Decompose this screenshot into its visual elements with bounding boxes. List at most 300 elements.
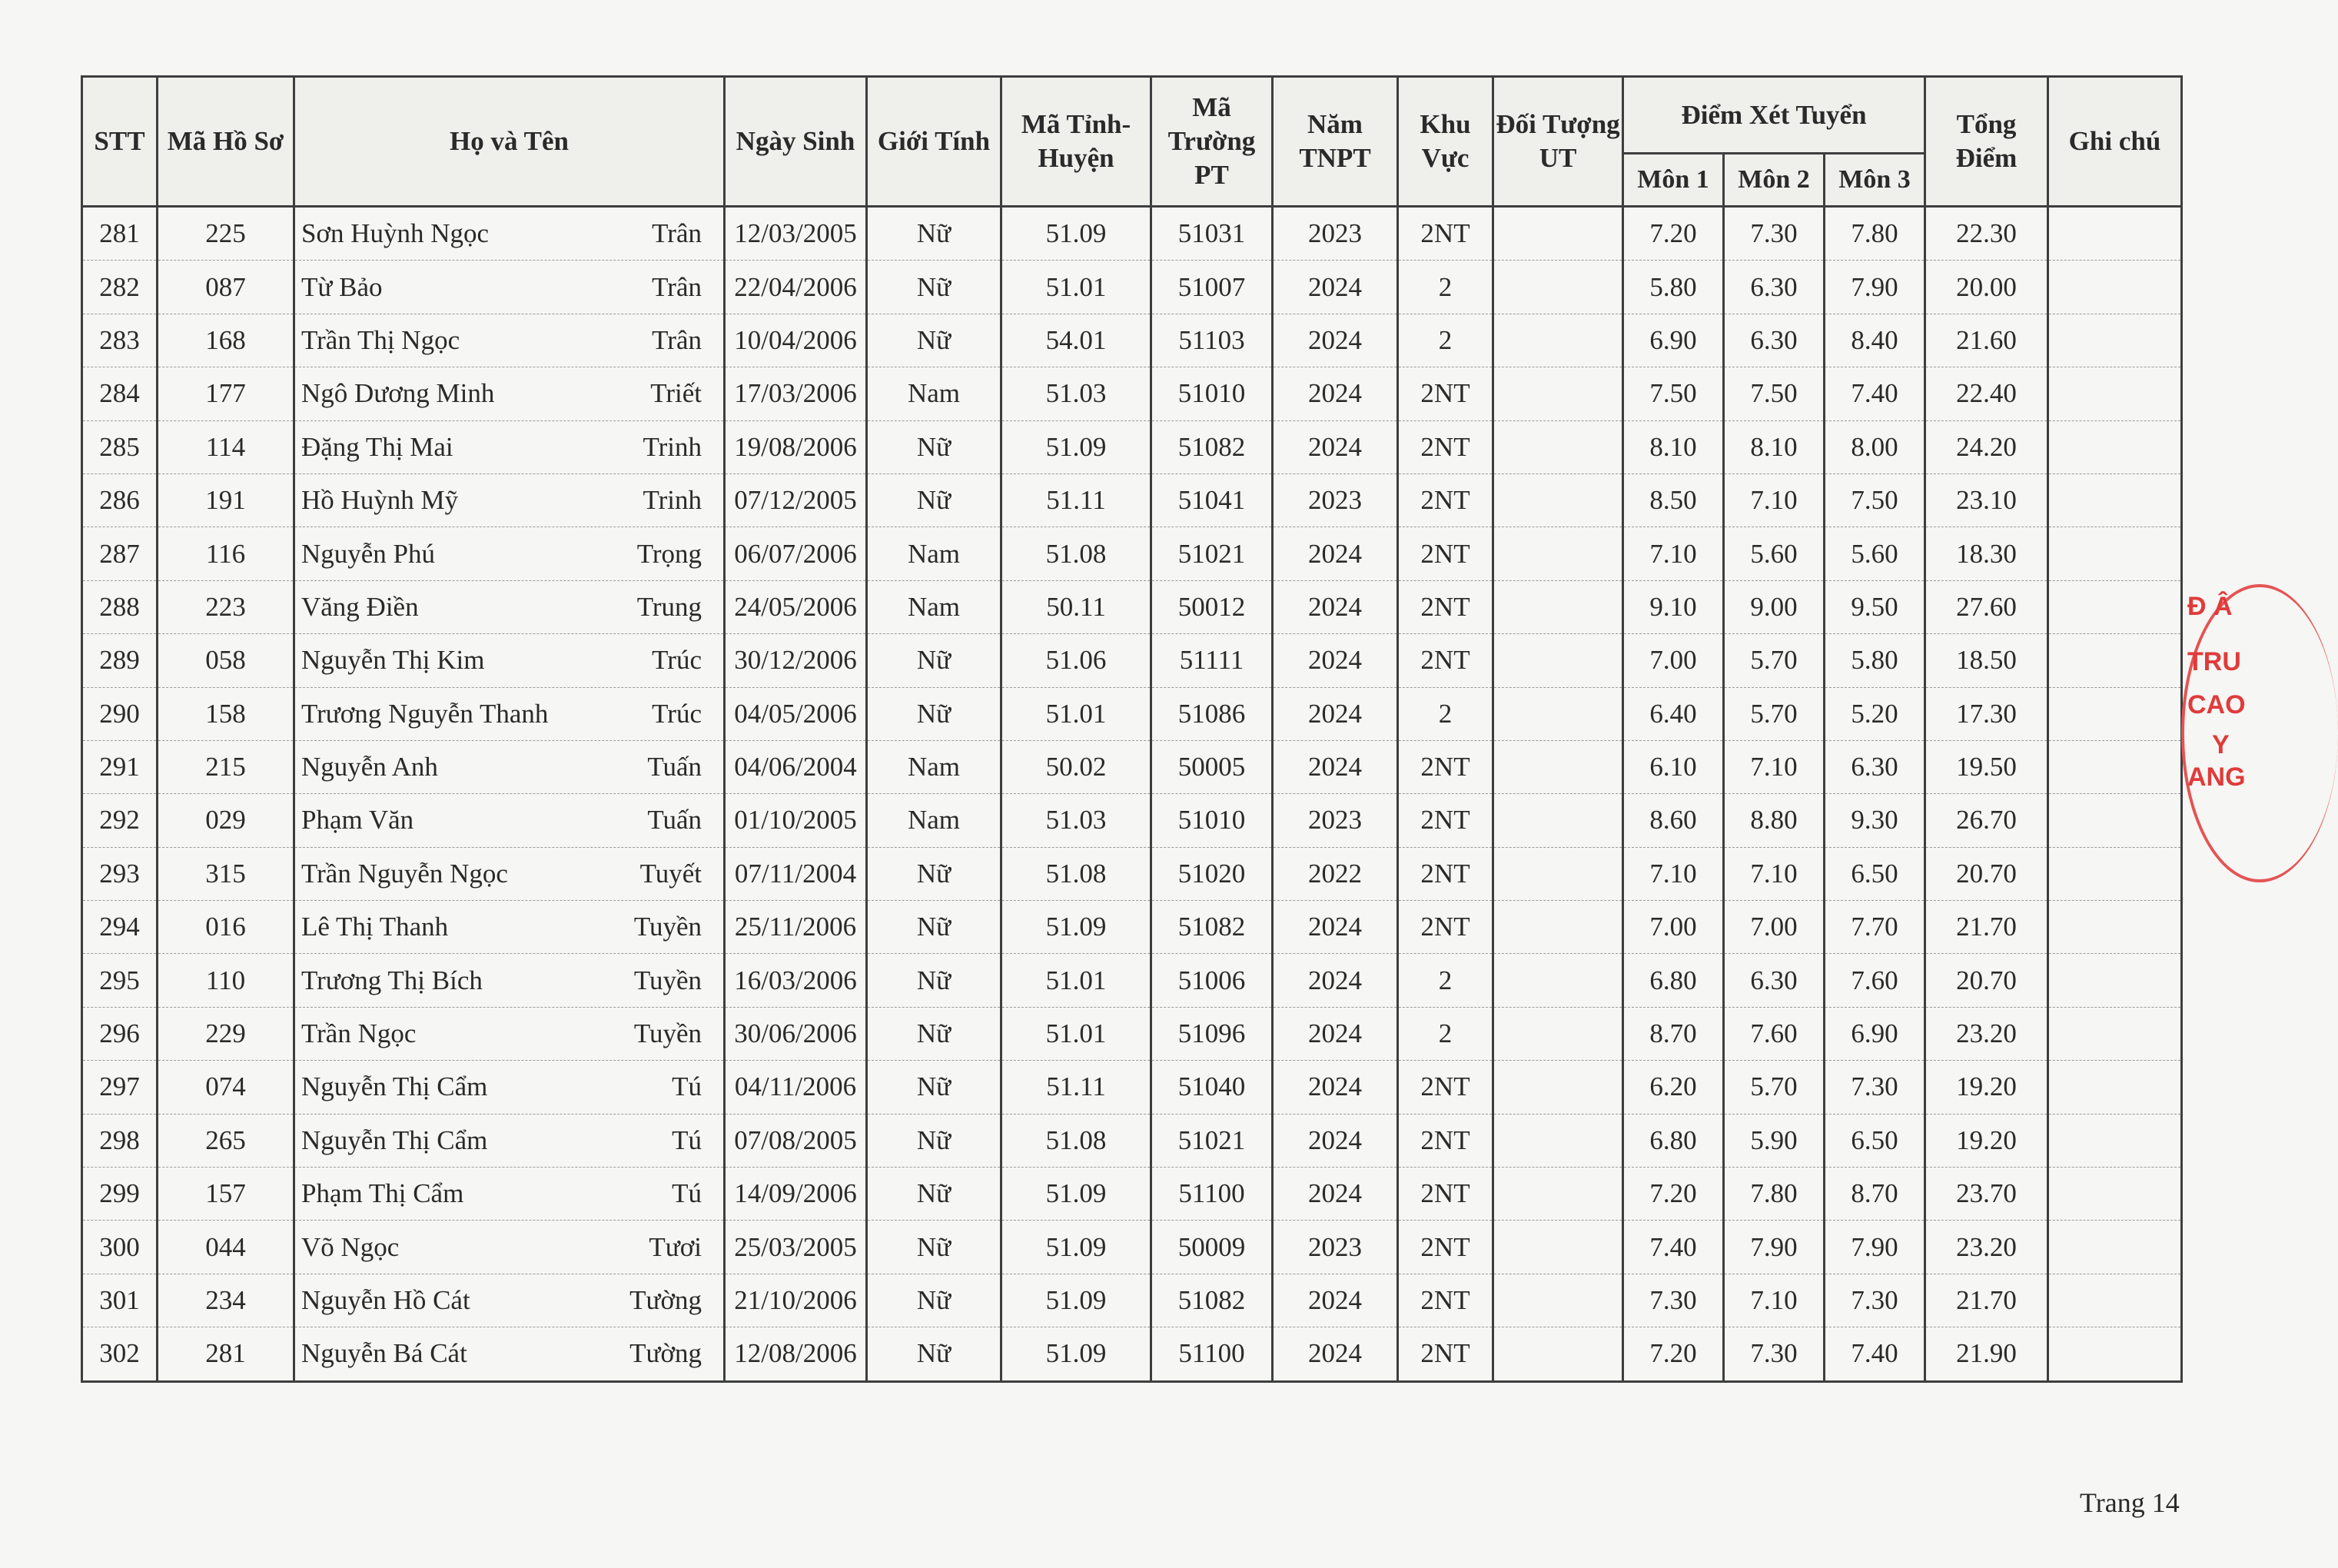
cell-nam-tnpt: 2023	[1273, 473, 1398, 527]
cell-mon-1: 7.10	[1623, 527, 1724, 580]
cell-ngay-sinh: 22/04/2006	[725, 261, 867, 314]
admission-list-sheet	[81, 75, 2180, 1383]
seal-text-5: ANG	[2187, 762, 2246, 792]
cell-ngay-sinh: 07/11/2004	[725, 847, 867, 900]
cell-stt: 285	[82, 420, 158, 473]
cell-ngay-sinh: 10/04/2006	[725, 314, 867, 367]
table-row	[82, 794, 2182, 847]
cell-ma-truong-pt: 51021	[1151, 1114, 1273, 1167]
cell-stt: 302	[82, 1327, 158, 1381]
cell-nam-tnpt: 2023	[1273, 1221, 1398, 1274]
given-name: Trinh	[643, 431, 702, 462]
cell-ghi-chu	[2048, 1007, 2182, 1060]
header-khu-vuc: Khu Vực	[1398, 77, 1493, 207]
table-row	[82, 634, 2182, 687]
cell-ma-tinh-huyen: 51.09	[1001, 1221, 1151, 1274]
family-middle-name: Văng Điền	[301, 591, 419, 622]
cell-doi-tuong-ut	[1493, 740, 1623, 793]
cell-nam-tnpt: 2023	[1273, 794, 1398, 847]
cell-ngay-sinh: 07/08/2005	[725, 1114, 867, 1167]
cell-mon-3: 7.40	[1825, 367, 1925, 420]
cell-ma-ho-so: 044	[158, 1221, 294, 1274]
header-ma-truong-pt: Mã Trường PT	[1151, 77, 1273, 207]
table-body	[82, 207, 2182, 1382]
given-name: Trân	[652, 218, 702, 249]
cell-ho-va-ten	[294, 261, 725, 314]
cell-mon-2: 7.00	[1724, 901, 1825, 954]
seal-text-2: TRU	[2187, 647, 2241, 676]
cell-ngay-sinh: 04/05/2006	[725, 687, 867, 740]
cell-mon-1: 6.90	[1623, 314, 1724, 367]
header-tong-diem: Tổng Điểm	[1925, 77, 2048, 207]
family-middle-name: Trần Ngọc	[301, 1018, 417, 1049]
cell-tong-diem: 21.70	[1925, 1274, 2048, 1327]
cell-mon-2: 5.90	[1724, 1114, 1825, 1167]
cell-gioi-tinh: Nữ	[867, 847, 1001, 900]
cell-mon-3: 7.80	[1825, 207, 1925, 261]
cell-doi-tuong-ut	[1493, 367, 1623, 420]
cell-ghi-chu	[2048, 901, 2182, 954]
cell-tong-diem: 23.70	[1925, 1168, 2048, 1221]
table-row	[82, 1221, 2182, 1274]
cell-ngay-sinh: 25/11/2006	[725, 901, 867, 954]
cell-nam-tnpt: 2024	[1273, 1327, 1398, 1381]
cell-ghi-chu	[2048, 367, 2182, 420]
cell-stt: 292	[82, 794, 158, 847]
cell-gioi-tinh: Nữ	[867, 261, 1001, 314]
cell-ma-tinh-huyen: 51.08	[1001, 527, 1151, 580]
cell-mon-3: 6.50	[1825, 1114, 1925, 1167]
cell-ngay-sinh: 14/09/2006	[725, 1168, 867, 1221]
cell-tong-diem: 27.60	[1925, 580, 2048, 633]
cell-stt: 291	[82, 740, 158, 793]
cell-mon-1: 8.70	[1623, 1007, 1724, 1060]
cell-mon-3: 6.90	[1825, 1007, 1925, 1060]
cell-khu-vuc: 2NT	[1398, 1061, 1493, 1114]
cell-stt: 282	[82, 261, 158, 314]
cell-mon-1: 6.80	[1623, 954, 1724, 1007]
header-mon-1: Môn 1	[1623, 154, 1724, 207]
cell-doi-tuong-ut	[1493, 420, 1623, 473]
cell-mon-1: 8.50	[1623, 473, 1724, 527]
cell-nam-tnpt: 2024	[1273, 1061, 1398, 1114]
cell-gioi-tinh: Nữ	[867, 207, 1001, 261]
cell-ma-tinh-huyen: 51.09	[1001, 901, 1151, 954]
table-row	[82, 527, 2182, 580]
given-name: Tú	[672, 1125, 702, 1155]
cell-mon-3: 5.20	[1825, 687, 1925, 740]
cell-ho-va-ten	[294, 847, 725, 900]
header-ma-ho-so: Mã Hồ Sơ	[158, 77, 294, 207]
header-ghi-chu: Ghi chú	[2048, 77, 2182, 207]
cell-ho-va-ten	[294, 634, 725, 687]
cell-gioi-tinh: Nữ	[867, 901, 1001, 954]
cell-ma-truong-pt: 51082	[1151, 901, 1273, 954]
cell-mon-3: 6.30	[1825, 740, 1925, 793]
cell-stt: 295	[82, 954, 158, 1007]
cell-mon-1: 6.10	[1623, 740, 1724, 793]
cell-ma-ho-so: 116	[158, 527, 294, 580]
cell-khu-vuc: 2NT	[1398, 1221, 1493, 1274]
cell-tong-diem: 23.10	[1925, 473, 2048, 527]
table-row	[82, 420, 2182, 473]
cell-ma-ho-so: 029	[158, 794, 294, 847]
cell-gioi-tinh: Nữ	[867, 1327, 1001, 1381]
family-middle-name: Nguyễn Phú	[301, 538, 436, 569]
cell-ma-truong-pt: 51041	[1151, 473, 1273, 527]
cell-ma-truong-pt: 51010	[1151, 367, 1273, 420]
cell-ma-truong-pt: 51010	[1151, 794, 1273, 847]
cell-ma-ho-so: 016	[158, 901, 294, 954]
cell-mon-2: 5.70	[1724, 687, 1825, 740]
cell-mon-2: 8.10	[1724, 420, 1825, 473]
cell-gioi-tinh: Nữ	[867, 420, 1001, 473]
cell-ngay-sinh: 25/03/2005	[725, 1221, 867, 1274]
cell-stt: 298	[82, 1114, 158, 1167]
cell-ma-tinh-huyen: 51.09	[1001, 1168, 1151, 1221]
cell-gioi-tinh: Nữ	[867, 954, 1001, 1007]
cell-mon-2: 7.90	[1724, 1221, 1825, 1274]
cell-nam-tnpt: 2024	[1273, 1114, 1398, 1167]
family-middle-name: Trương Thị Bích	[301, 965, 483, 995]
cell-ghi-chu	[2048, 954, 2182, 1007]
cell-ma-ho-so: 110	[158, 954, 294, 1007]
cell-nam-tnpt: 2024	[1273, 1274, 1398, 1327]
seal-ring	[2181, 584, 2338, 882]
cell-mon-1: 6.40	[1623, 687, 1724, 740]
cell-mon-1: 6.20	[1623, 1061, 1724, 1114]
given-name: Tú	[672, 1071, 702, 1102]
header-ma-tinh-huyen: Mã Tỉnh-Huyện	[1001, 77, 1151, 207]
cell-ma-ho-so: 265	[158, 1114, 294, 1167]
cell-khu-vuc: 2NT	[1398, 580, 1493, 633]
table-row	[82, 207, 2182, 261]
cell-gioi-tinh: Nữ	[867, 1114, 1001, 1167]
cell-mon-3: 9.50	[1825, 580, 1925, 633]
family-middle-name: Trần Nguyễn Ngọc	[301, 858, 508, 889]
cell-doi-tuong-ut	[1493, 1114, 1623, 1167]
header-doi-tuong-ut: Đối Tượng UT	[1493, 77, 1623, 207]
cell-doi-tuong-ut	[1493, 1061, 1623, 1114]
cell-doi-tuong-ut	[1493, 794, 1623, 847]
cell-stt: 283	[82, 314, 158, 367]
cell-ma-tinh-huyen: 51.01	[1001, 1007, 1151, 1060]
cell-gioi-tinh: Nữ	[867, 1274, 1001, 1327]
cell-tong-diem: 20.70	[1925, 847, 2048, 900]
cell-tong-diem: 21.70	[1925, 901, 2048, 954]
family-middle-name: Nguyễn Bá Cát	[301, 1338, 467, 1369]
given-name: Trân	[652, 271, 702, 302]
cell-mon-3: 7.90	[1825, 261, 1925, 314]
cell-ma-tinh-huyen: 54.01	[1001, 314, 1151, 367]
cell-tong-diem: 21.90	[1925, 1327, 2048, 1381]
cell-gioi-tinh: Nam	[867, 527, 1001, 580]
cell-ghi-chu	[2048, 1221, 2182, 1274]
seal-text-1: Đ Â	[2187, 592, 2233, 621]
cell-nam-tnpt: 2024	[1273, 687, 1398, 740]
cell-ngay-sinh: 06/07/2006	[725, 527, 867, 580]
given-name: Triết	[650, 378, 702, 409]
cell-stt: 299	[82, 1168, 158, 1221]
cell-mon-1: 7.50	[1623, 367, 1724, 420]
cell-tong-diem: 19.50	[1925, 740, 2048, 793]
cell-ngay-sinh: 24/05/2006	[725, 580, 867, 633]
cell-ghi-chu	[2048, 634, 2182, 687]
cell-ma-ho-so: 157	[158, 1168, 294, 1221]
cell-mon-1: 7.20	[1623, 207, 1724, 261]
cell-stt: 294	[82, 901, 158, 954]
cell-tong-diem: 18.50	[1925, 634, 2048, 687]
family-middle-name: Nguyễn Thị Cẩm	[301, 1125, 488, 1155]
cell-tong-diem: 20.00	[1925, 261, 2048, 314]
cell-ghi-chu	[2048, 847, 2182, 900]
cell-mon-3: 7.70	[1825, 901, 1925, 954]
cell-doi-tuong-ut	[1493, 1007, 1623, 1060]
cell-khu-vuc: 2NT	[1398, 634, 1493, 687]
seal-text-4: Y	[2212, 730, 2230, 759]
cell-khu-vuc: 2NT	[1398, 740, 1493, 793]
cell-mon-1: 7.40	[1623, 1221, 1724, 1274]
cell-gioi-tinh: Nữ	[867, 634, 1001, 687]
cell-ho-va-ten	[294, 1274, 725, 1327]
cell-ma-ho-so: 281	[158, 1327, 294, 1381]
cell-ma-truong-pt: 51006	[1151, 954, 1273, 1007]
cell-ghi-chu	[2048, 1061, 2182, 1114]
family-middle-name: Từ Bảo	[301, 271, 383, 302]
given-name: Trung	[636, 591, 702, 622]
cell-ma-truong-pt: 51031	[1151, 207, 1273, 261]
given-name: Trọng	[636, 538, 702, 569]
cell-ho-va-ten	[294, 367, 725, 420]
cell-mon-3: 9.30	[1825, 794, 1925, 847]
cell-stt: 289	[82, 634, 158, 687]
cell-ghi-chu	[2048, 740, 2182, 793]
cell-ma-ho-so: 229	[158, 1007, 294, 1060]
cell-mon-3: 8.00	[1825, 420, 1925, 473]
cell-ho-va-ten	[294, 740, 725, 793]
table-row	[82, 847, 2182, 900]
cell-mon-3: 6.50	[1825, 847, 1925, 900]
cell-khu-vuc: 2NT	[1398, 794, 1493, 847]
cell-ma-tinh-huyen: 51.11	[1001, 1061, 1151, 1114]
family-middle-name: Nguyễn Thị Cẩm	[301, 1071, 488, 1102]
cell-khu-vuc: 2	[1398, 261, 1493, 314]
cell-mon-1: 7.00	[1623, 634, 1724, 687]
cell-ma-truong-pt: 51040	[1151, 1061, 1273, 1114]
table-row	[82, 367, 2182, 420]
cell-ma-truong-pt: 51100	[1151, 1327, 1273, 1381]
cell-doi-tuong-ut	[1493, 261, 1623, 314]
seal-text-3: CAO	[2187, 690, 2246, 719]
cell-gioi-tinh: Nữ	[867, 1168, 1001, 1221]
cell-ma-truong-pt: 51111	[1151, 634, 1273, 687]
family-middle-name: Lê Thị Thanh	[301, 912, 449, 942]
family-middle-name: Ngô Dương Minh	[301, 378, 495, 409]
cell-ma-truong-pt: 51007	[1151, 261, 1273, 314]
cell-doi-tuong-ut	[1493, 1327, 1623, 1381]
given-name: Tú	[672, 1178, 702, 1209]
cell-ngay-sinh: 30/12/2006	[725, 634, 867, 687]
cell-mon-1: 5.80	[1623, 261, 1724, 314]
given-name: Trúc	[652, 645, 702, 676]
cell-ho-va-ten	[294, 794, 725, 847]
family-middle-name: Phạm Văn	[301, 805, 414, 835]
table-row	[82, 901, 2182, 954]
cell-stt: 287	[82, 527, 158, 580]
cell-khu-vuc: 2NT	[1398, 420, 1493, 473]
cell-doi-tuong-ut	[1493, 687, 1623, 740]
cell-khu-vuc: 2NT	[1398, 1114, 1493, 1167]
cell-nam-tnpt: 2024	[1273, 901, 1398, 954]
cell-ho-va-ten	[294, 314, 725, 367]
cell-khu-vuc: 2	[1398, 314, 1493, 367]
cell-mon-2: 5.70	[1724, 1061, 1825, 1114]
given-name: Tươi	[649, 1231, 702, 1262]
cell-gioi-tinh: Nam	[867, 740, 1001, 793]
cell-nam-tnpt: 2024	[1273, 420, 1398, 473]
cell-doi-tuong-ut	[1493, 847, 1623, 900]
table-row	[82, 687, 2182, 740]
table-header	[82, 77, 2182, 207]
cell-ma-tinh-huyen: 51.09	[1001, 1327, 1151, 1381]
cell-nam-tnpt: 2024	[1273, 634, 1398, 687]
cell-mon-3: 8.70	[1825, 1168, 1925, 1221]
cell-ho-va-ten	[294, 1221, 725, 1274]
cell-mon-2: 7.30	[1724, 1327, 1825, 1381]
cell-nam-tnpt: 2024	[1273, 367, 1398, 420]
cell-mon-3: 7.30	[1825, 1274, 1925, 1327]
cell-khu-vuc: 2	[1398, 1007, 1493, 1060]
cell-doi-tuong-ut	[1493, 954, 1623, 1007]
cell-tong-diem: 21.60	[1925, 314, 2048, 367]
cell-tong-diem: 18.30	[1925, 527, 2048, 580]
cell-mon-2: 9.00	[1724, 580, 1825, 633]
cell-mon-1: 7.10	[1623, 847, 1724, 900]
family-middle-name: Võ Ngọc	[301, 1231, 400, 1262]
table-row	[82, 1007, 2182, 1060]
cell-doi-tuong-ut	[1493, 473, 1623, 527]
given-name: Tuyền	[633, 1018, 702, 1049]
cell-ho-va-ten	[294, 473, 725, 527]
cell-ma-truong-pt: 51021	[1151, 527, 1273, 580]
cell-mon-3: 7.90	[1825, 1221, 1925, 1274]
cell-gioi-tinh: Nữ	[867, 1221, 1001, 1274]
cell-ngay-sinh: 17/03/2006	[725, 367, 867, 420]
cell-ma-tinh-huyen: 51.01	[1001, 261, 1151, 314]
cell-doi-tuong-ut	[1493, 527, 1623, 580]
cell-ho-va-ten	[294, 954, 725, 1007]
header-ngay-sinh: Ngày Sinh	[725, 77, 867, 207]
cell-mon-1: 7.20	[1623, 1327, 1724, 1381]
header-stt: STT	[82, 77, 158, 207]
cell-ghi-chu	[2048, 1274, 2182, 1327]
family-middle-name: Trần Thị Ngọc	[301, 324, 460, 355]
cell-ma-tinh-huyen: 51.06	[1001, 634, 1151, 687]
cell-ngay-sinh: 19/08/2006	[725, 420, 867, 473]
cell-ho-va-ten	[294, 1114, 725, 1167]
header-mon-3: Môn 3	[1825, 154, 1925, 207]
given-name: Tuyết	[639, 858, 702, 889]
cell-mon-1: 9.10	[1623, 580, 1724, 633]
given-name: Trân	[652, 324, 702, 355]
cell-khu-vuc: 2NT	[1398, 847, 1493, 900]
cell-ghi-chu	[2048, 794, 2182, 847]
given-name: Tuấn	[647, 805, 702, 835]
cell-gioi-tinh: Nam	[867, 794, 1001, 847]
cell-mon-2: 7.10	[1724, 473, 1825, 527]
cell-ma-tinh-huyen: 51.11	[1001, 473, 1151, 527]
cell-ngay-sinh: 04/11/2006	[725, 1061, 867, 1114]
cell-tong-diem: 17.30	[1925, 687, 2048, 740]
cell-nam-tnpt: 2024	[1273, 1168, 1398, 1221]
cell-ghi-chu	[2048, 1168, 2182, 1221]
cell-ma-ho-so: 225	[158, 207, 294, 261]
cell-ghi-chu	[2048, 687, 2182, 740]
cell-nam-tnpt: 2024	[1273, 314, 1398, 367]
cell-ma-truong-pt: 51103	[1151, 314, 1273, 367]
cell-mon-3: 7.30	[1825, 1061, 1925, 1114]
cell-khu-vuc: 2NT	[1398, 901, 1493, 954]
cell-mon-3: 7.40	[1825, 1327, 1925, 1381]
cell-ngay-sinh: 04/06/2004	[725, 740, 867, 793]
table-row	[82, 261, 2182, 314]
cell-ma-tinh-huyen: 51.09	[1001, 1274, 1151, 1327]
family-middle-name: Phạm Thị Cẩm	[301, 1178, 464, 1209]
cell-stt: 297	[82, 1061, 158, 1114]
cell-ho-va-ten	[294, 687, 725, 740]
cell-gioi-tinh: Nữ	[867, 314, 1001, 367]
given-name: Tường	[629, 1285, 702, 1315]
cell-mon-3: 8.40	[1825, 314, 1925, 367]
cell-stt: 281	[82, 207, 158, 261]
cell-ma-tinh-huyen: 50.02	[1001, 740, 1151, 793]
cell-stt: 286	[82, 473, 158, 527]
cell-ngay-sinh: 12/08/2006	[725, 1327, 867, 1381]
cell-doi-tuong-ut	[1493, 1168, 1623, 1221]
cell-tong-diem: 23.20	[1925, 1007, 2048, 1060]
table-row	[82, 1114, 2182, 1167]
cell-ma-tinh-huyen: 51.01	[1001, 954, 1151, 1007]
cell-ma-ho-so: 168	[158, 314, 294, 367]
cell-mon-1: 7.00	[1623, 901, 1724, 954]
cell-ho-va-ten	[294, 207, 725, 261]
cell-mon-2: 7.10	[1724, 847, 1825, 900]
cell-doi-tuong-ut	[1493, 314, 1623, 367]
cell-nam-tnpt: 2022	[1273, 847, 1398, 900]
cell-ma-truong-pt: 50005	[1151, 740, 1273, 793]
cell-khu-vuc: 2NT	[1398, 367, 1493, 420]
given-name: Tuấn	[647, 752, 702, 782]
cell-nam-tnpt: 2024	[1273, 580, 1398, 633]
cell-ma-tinh-huyen: 51.01	[1001, 687, 1151, 740]
cell-nam-tnpt: 2024	[1273, 1007, 1398, 1060]
cell-doi-tuong-ut	[1493, 1221, 1623, 1274]
cell-ma-tinh-huyen: 51.03	[1001, 794, 1151, 847]
cell-ma-truong-pt: 50009	[1151, 1221, 1273, 1274]
cell-stt: 296	[82, 1007, 158, 1060]
cell-doi-tuong-ut	[1493, 901, 1623, 954]
cell-ho-va-ten	[294, 420, 725, 473]
cell-ma-ho-so: 074	[158, 1061, 294, 1114]
cell-ma-tinh-huyen: 51.09	[1001, 420, 1151, 473]
cell-mon-2: 7.50	[1724, 367, 1825, 420]
cell-mon-2: 5.60	[1724, 527, 1825, 580]
cell-ghi-chu	[2048, 473, 2182, 527]
cell-mon-2: 6.30	[1724, 954, 1825, 1007]
cell-tong-diem: 22.40	[1925, 367, 2048, 420]
admission-table	[81, 75, 2183, 1383]
table-row	[82, 1274, 2182, 1327]
